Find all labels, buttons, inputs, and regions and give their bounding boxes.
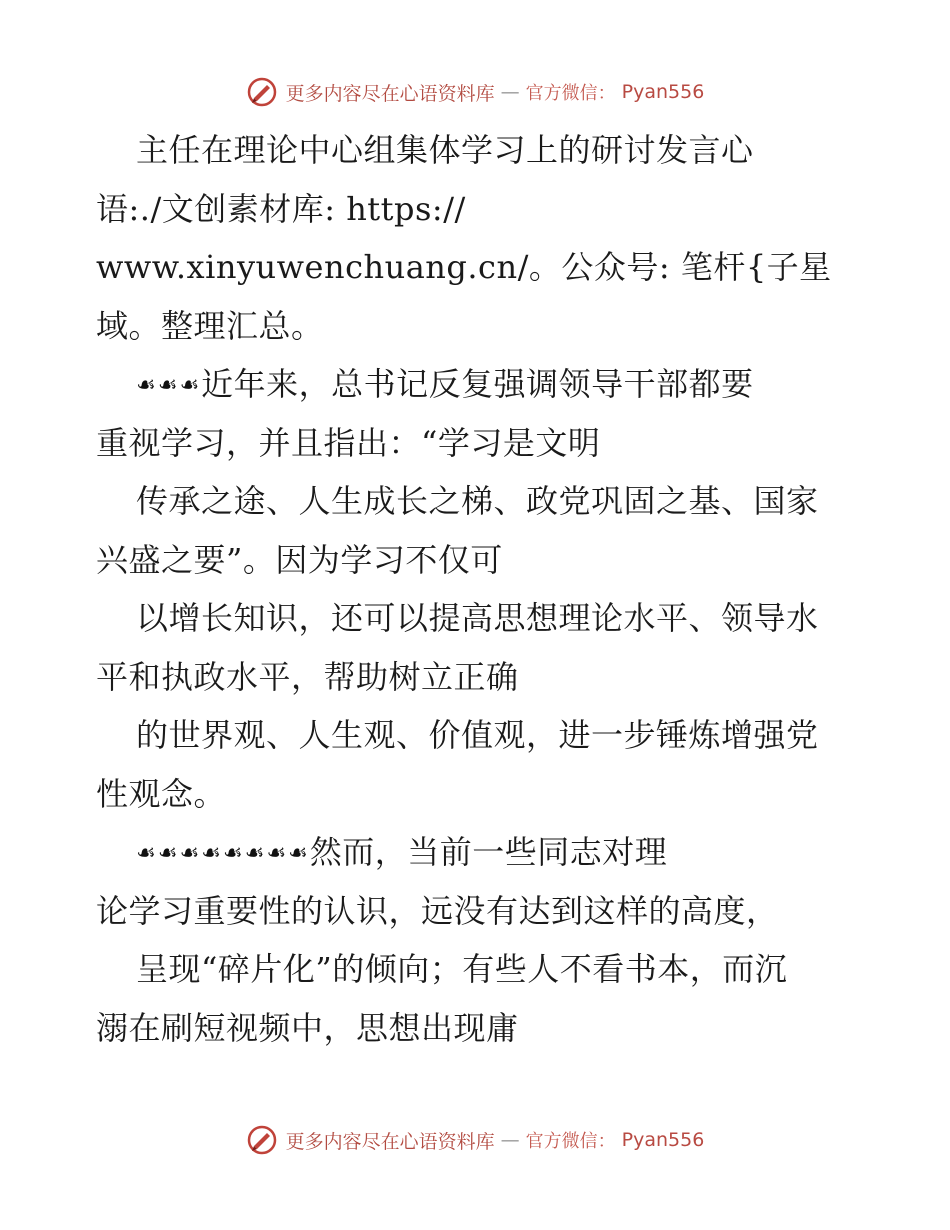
header-official-label: 官方微信： (525, 83, 616, 104)
text-line (96, 999, 866, 1058)
text-line (96, 940, 866, 999)
line-text: 的世界观、人生观、价值观，进一步锤炼增强党 (136, 716, 819, 754)
line-text: 论学习重要性的认识，远没有达到这样的高度， (96, 891, 779, 930)
header-site-text: 更多内容尽在心语资料库 (285, 82, 495, 105)
pen-logo-icon (246, 76, 278, 108)
line-text: 传承之途、人生成长之梯、政党巩固之基、国家 (136, 482, 819, 520)
text-line (96, 648, 866, 707)
text-line (96, 589, 866, 648)
header-separator: — (500, 81, 520, 103)
text-line (96, 121, 866, 180)
ornament-icon: ☙☙☙☙☙☙☙☙ (136, 841, 310, 866)
text-line (96, 823, 866, 882)
footer-banner (0, 1118, 950, 1162)
footer-wechat-id: Pyan556 (621, 1129, 705, 1151)
text-line (96, 882, 866, 941)
line-text: 语:./文创素材库: https:// (96, 189, 466, 228)
text-line (96, 355, 866, 414)
text-line (96, 297, 866, 356)
header-wechat-id: Pyan556 (621, 81, 705, 103)
line-text: 近年来，总书记反复强调领导干部都要 (201, 365, 754, 403)
text-line (96, 765, 866, 824)
line-text: 溺在刷短视频中，思想出现庸 (96, 1008, 519, 1047)
line-text: 呈现“碎片化”的倾向；有些人不看书本，而沉 (136, 950, 788, 988)
footer-site-text: 更多内容尽在心语资料库 (285, 1130, 495, 1153)
line-text: 然而，当前一些同志对理 (309, 833, 668, 871)
line-text: 域。整理汇总。 (96, 306, 324, 345)
document-body (96, 121, 866, 1057)
footer-official-label: 官方微信： (525, 1131, 616, 1152)
text-line (96, 531, 866, 590)
line-text: 兴盛之要”。因为学习不仅可 (96, 540, 503, 579)
ornament-icon: ☙☙☙ (136, 373, 202, 398)
text-line (96, 238, 866, 297)
header-banner (0, 70, 950, 114)
pen-logo-icon (246, 1124, 278, 1156)
text-line (96, 180, 866, 239)
text-line (96, 414, 866, 473)
text-line (96, 472, 866, 531)
line-text: 重视学习，并且指出：“学习是文明 (96, 423, 601, 462)
text-line (96, 706, 866, 765)
line-text: 性观念。 (96, 774, 227, 813)
line-text: 以增长知识，还可以提高思想理论水平、领导水 (136, 599, 819, 637)
line-text: 主任在理论中心组集体学习上的研讨发言心 (136, 131, 754, 169)
line-text: 平和执政水平，帮助树立正确 (96, 657, 519, 696)
line-text: www.xinyuwenchuang.cn/。公众号: 笔杆{子星 (96, 248, 832, 286)
footer-separator: — (500, 1129, 520, 1151)
